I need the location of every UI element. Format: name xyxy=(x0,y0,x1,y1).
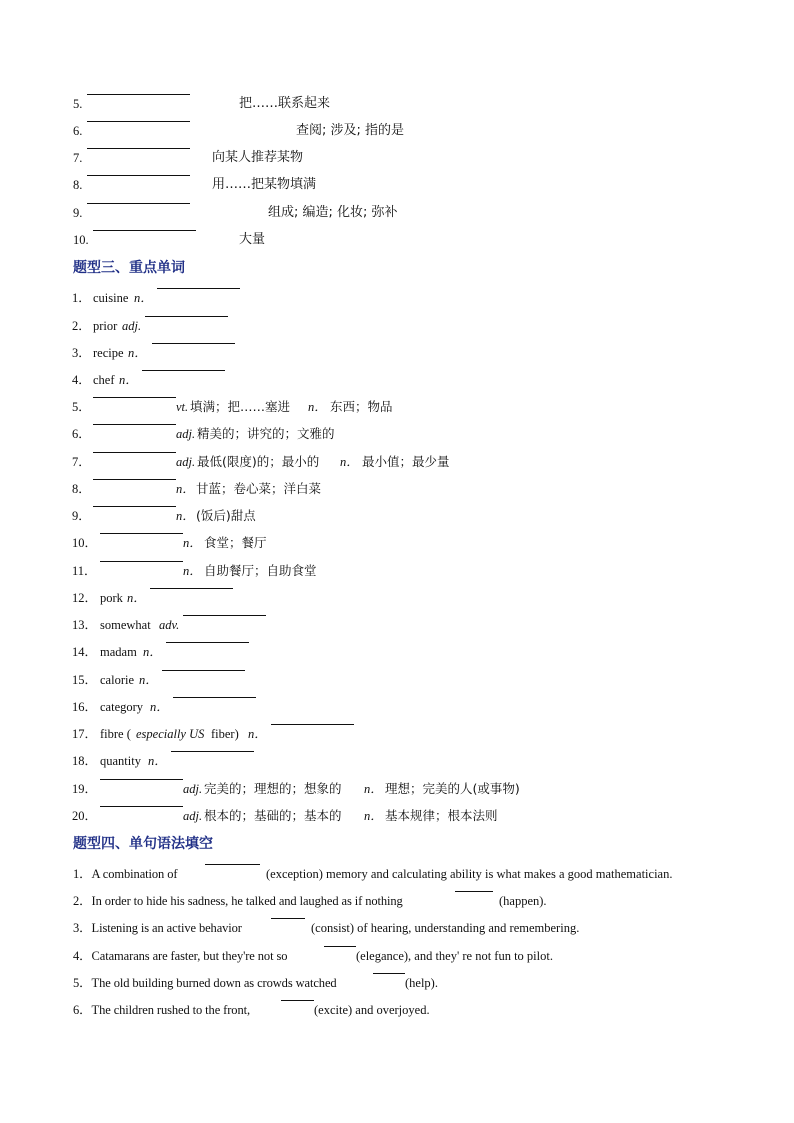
chinese-meaning: 最小值；最少量 xyxy=(362,454,450,469)
chinese-meaning: 东西；物品 xyxy=(330,399,393,414)
answer-blank[interactable] xyxy=(87,203,190,204)
chinese-meaning: 食堂；餐厅 xyxy=(204,535,267,550)
vocab-word: quantity xyxy=(100,754,141,768)
chinese-meaning: 组成; 编造; 化妆; 弥补 xyxy=(268,205,398,220)
chinese-meaning: 最低(限度)的；最小的 xyxy=(197,454,320,469)
part-of-speech: adj. xyxy=(122,319,142,333)
grammar-item xyxy=(0,1000,794,1020)
vocab-item xyxy=(0,751,794,771)
part-of-speech: n． xyxy=(148,754,167,768)
sentence-end: (consist) of hearing, understanding and remembering. xyxy=(311,921,580,935)
part-of-speech: n． xyxy=(308,400,327,414)
answer-blank[interactable] xyxy=(373,973,405,974)
item-number: 16． xyxy=(72,700,98,714)
part-of-speech: n． xyxy=(150,700,169,714)
item-number: 10. xyxy=(73,233,89,247)
vocab-item xyxy=(0,424,794,444)
item-number: 14． xyxy=(72,645,98,659)
sentence-end: (excite) and overjoyed. xyxy=(314,1003,430,1017)
part-of-speech: n． xyxy=(176,482,195,496)
chinese-meaning: 精美的；讲究的；文雅的 xyxy=(197,426,335,441)
vocab-item xyxy=(0,588,794,608)
answer-blank[interactable] xyxy=(142,370,225,371)
item-number: 10． xyxy=(72,536,98,550)
usage-note: especially US xyxy=(136,727,205,741)
sentence-start: 1．A combination of xyxy=(73,867,178,881)
part-of-speech: vt. xyxy=(176,400,189,414)
answer-blank[interactable] xyxy=(145,316,228,317)
vocab-item xyxy=(0,506,794,526)
answer-blank[interactable] xyxy=(100,533,183,534)
answer-blank[interactable] xyxy=(100,806,183,807)
vocab-word: fibre ( xyxy=(100,727,131,741)
sentence-start: 3．Listening is an active behavior xyxy=(73,921,242,935)
vocab-word: somewhat xyxy=(100,618,151,632)
answer-blank[interactable] xyxy=(166,642,249,643)
part-of-speech: adj. xyxy=(176,427,196,441)
vocab-word: calorie xyxy=(100,673,135,687)
item-number: 3． xyxy=(72,346,91,360)
sentence-end: (help). xyxy=(405,976,438,990)
vocab-word: madam xyxy=(100,645,137,659)
chinese-meaning: 大量 xyxy=(239,232,266,247)
chinese-meaning: 向某人推荐某物 xyxy=(212,150,304,165)
vocab-item xyxy=(0,397,794,417)
part-of-speech: n． xyxy=(364,809,383,823)
chinese-meaning: 用……把某物填满 xyxy=(212,177,317,192)
part-of-speech: n． xyxy=(183,564,202,578)
phrase-item xyxy=(0,175,794,195)
vocab-item xyxy=(0,452,794,472)
part-of-speech: adj. xyxy=(183,782,203,796)
vocab-item xyxy=(0,724,794,744)
vocab-word: prior xyxy=(93,319,118,333)
item-number: 4． xyxy=(72,373,91,387)
part-of-speech: n． xyxy=(176,509,195,523)
phrase-item xyxy=(0,203,794,223)
vocab-item xyxy=(0,316,794,336)
answer-blank[interactable] xyxy=(87,94,190,95)
grammar-item xyxy=(0,864,794,884)
vocab-word: recipe xyxy=(93,346,124,360)
phrase-item xyxy=(0,94,794,114)
item-number: 19． xyxy=(72,782,98,796)
item-number: 13． xyxy=(72,618,98,632)
answer-blank[interactable] xyxy=(324,946,356,947)
sentence-end: (exception) memory and calculating ability is what makes a good mathematician. xyxy=(266,867,673,881)
vocab-item xyxy=(0,343,794,363)
answer-blank[interactable] xyxy=(171,751,254,752)
vocab-item xyxy=(0,779,794,799)
vocab-item xyxy=(0,670,794,690)
vocab-item xyxy=(0,806,794,826)
phrase-item xyxy=(0,230,794,250)
item-number: 5. xyxy=(73,97,83,111)
vocab-item xyxy=(0,615,794,635)
answer-blank[interactable] xyxy=(93,397,176,398)
answer-blank[interactable] xyxy=(93,506,176,507)
item-number: 8． xyxy=(72,482,91,496)
vocab-word: cuisine xyxy=(93,291,129,305)
answer-blank[interactable] xyxy=(150,588,233,589)
answer-blank[interactable] xyxy=(455,891,493,892)
answer-blank[interactable] xyxy=(271,918,305,919)
part-of-speech: n． xyxy=(119,373,138,387)
sentence-start: 5．The old building burned down as crowds watched xyxy=(73,976,337,990)
answer-blank[interactable] xyxy=(157,288,240,289)
vocab-word: chef xyxy=(93,373,115,387)
part-of-speech: n． xyxy=(183,536,202,550)
answer-blank[interactable] xyxy=(93,230,196,231)
part-of-speech: n． xyxy=(139,673,158,687)
answer-blank[interactable] xyxy=(183,615,266,616)
answer-blank[interactable] xyxy=(100,779,183,780)
chinese-meaning: 甘蓝；卷心菜；洋白菜 xyxy=(196,481,322,496)
chinese-meaning: 自助餐厅；自助食堂 xyxy=(204,563,317,578)
phrase-item xyxy=(0,148,794,168)
grammar-item xyxy=(0,918,794,938)
item-number: 9. xyxy=(73,206,83,220)
item-number: 11． xyxy=(72,564,97,578)
item-number: 12． xyxy=(72,591,98,605)
item-number: 18． xyxy=(72,754,98,768)
grammar-item xyxy=(0,946,794,966)
part-of-speech: n． xyxy=(128,346,147,360)
answer-blank[interactable] xyxy=(93,424,176,425)
vocab-word: fiber) xyxy=(211,727,239,741)
item-number: 6． xyxy=(72,427,91,441)
answer-blank[interactable] xyxy=(173,697,256,698)
vocab-word: pork xyxy=(100,591,123,605)
vocab-item xyxy=(0,697,794,717)
part-of-speech: adj. xyxy=(176,455,196,469)
section-title: 题型四、单句语法填空 xyxy=(73,836,213,852)
grammar-item xyxy=(0,973,794,993)
phrase-item xyxy=(0,121,794,141)
sentence-end: (elegance), and they' re not fun to pilot. xyxy=(356,949,553,963)
answer-blank[interactable] xyxy=(87,121,190,122)
item-number: 17． xyxy=(72,727,98,741)
answer-blank[interactable] xyxy=(205,864,260,865)
answer-blank[interactable] xyxy=(271,724,354,725)
item-number: 20． xyxy=(72,809,98,823)
answer-blank[interactable] xyxy=(162,670,245,671)
sentence-end: (happen). xyxy=(499,894,547,908)
vocab-item xyxy=(0,479,794,499)
answer-blank[interactable] xyxy=(93,479,176,480)
answer-blank[interactable] xyxy=(87,148,190,149)
vocab-item xyxy=(0,561,794,581)
item-number: 7． xyxy=(72,455,91,469)
part-of-speech: n． xyxy=(127,591,146,605)
vocab-item xyxy=(0,288,794,308)
chinese-meaning: 完美的；理想的；想象的 xyxy=(204,781,342,796)
chinese-meaning: 根本的；基础的；基本的 xyxy=(204,808,342,823)
item-number: 5． xyxy=(72,400,91,414)
item-number: 1． xyxy=(72,291,91,305)
part-of-speech: n． xyxy=(364,782,383,796)
part-of-speech: n． xyxy=(248,727,267,741)
vocab-item xyxy=(0,370,794,390)
item-number: 9． xyxy=(72,509,91,523)
part-of-speech: n． xyxy=(134,291,153,305)
item-number: 6. xyxy=(73,124,83,138)
sentence-start: 4．Catamarans are faster, but they're not so xyxy=(73,949,288,963)
sentence-start: 6．The children rushed to the front, xyxy=(73,1003,251,1017)
chinese-meaning: 查阅; 涉及; 指的是 xyxy=(296,123,405,138)
answer-blank[interactable] xyxy=(100,561,183,562)
answer-blank[interactable] xyxy=(152,343,235,344)
chinese-meaning: 把……联系起来 xyxy=(239,96,331,111)
part-of-speech: adj. xyxy=(183,809,203,823)
part-of-speech: adv. xyxy=(159,618,180,632)
grammar-item xyxy=(0,891,794,911)
item-number: 2． xyxy=(72,319,91,333)
vocab-item xyxy=(0,533,794,553)
chinese-meaning: 基本规律；根本法则 xyxy=(385,808,498,823)
part-of-speech: n． xyxy=(143,645,162,659)
vocab-word: category xyxy=(100,700,144,714)
item-number: 15． xyxy=(72,673,98,687)
answer-blank[interactable] xyxy=(93,452,176,453)
section-title: 题型三、重点单词 xyxy=(73,260,185,276)
item-number: 8. xyxy=(73,178,83,192)
chinese-meaning: 填满；把……塞进 xyxy=(190,399,291,414)
item-number: 7. xyxy=(73,151,83,165)
part-of-speech: n． xyxy=(340,455,359,469)
sentence-start: 2．In order to hide his sadness, he talked and laughed as if nothing xyxy=(73,894,403,908)
chinese-meaning: (饭后)甜点 xyxy=(196,508,256,523)
answer-blank[interactable] xyxy=(281,1000,314,1001)
chinese-meaning: 理想；完美的人(或事物) xyxy=(385,781,520,796)
answer-blank[interactable] xyxy=(87,175,190,176)
vocab-item xyxy=(0,642,794,662)
